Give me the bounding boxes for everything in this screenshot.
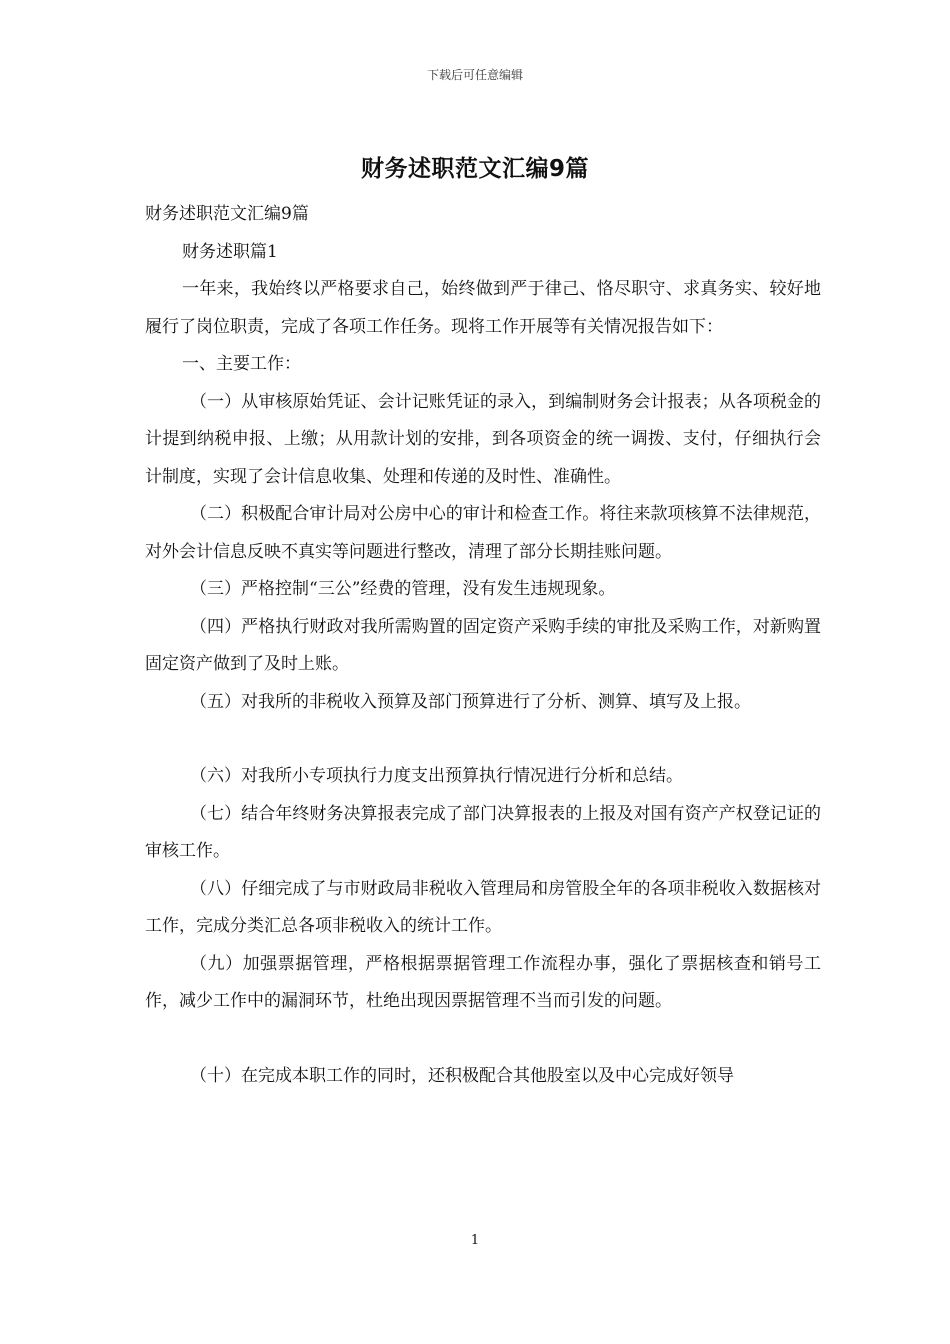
paragraph: （五）对我所的非税收入预算及部门预算进行了分析、测算、填写及上报。 [190,691,751,712]
paragraph: 一年来，我始终以严格要求自己，始终做到严于律己、恪尽职守、求真务实、较好地履行了岗位职责，完成了各项工作任务。现将工作开展等有关情况报告如下： [145,279,821,337]
section-heading: 财务述职篇1 [182,241,278,262]
paragraph: （六）对我所小专项执行力度支出预算执行情况进行分析和总结。 [190,766,683,786]
document-title: 财务述职范文汇编9篇 [360,156,589,182]
page-number: 1 [470,1233,480,1248]
document-body [145,196,821,1095]
paragraph: （七）结合年终财务决算报表完成了部门决算报表的上报及对国有资产产权登记证的审核工作。 [145,803,821,861]
paragraph-heading: 一、主要工作： [182,354,301,374]
paragraph: （三）严格控制“三公”经费的管理，没有发生违规现象。 [190,579,616,599]
paragraph: （十）在完成本职工作的同时，还积极配合其他股室以及中心完成好领导 [190,1065,734,1086]
subtitle-line: 财务述职范文汇编9篇 [145,204,309,224]
paragraph: （八）仔细完成了与市财政局非税收入管理局和房管股全年的各项非税收入数据核对工作，完成分类汇总各项非税收入的统计工作。 [145,878,821,936]
paragraph: （二）积极配合审计局对公房中心的审计和检查工作。将往来款项核算不法律规范，对外会计信息反映不真实等问题进行整改，清理了部分长期挂账问题。 [145,504,821,562]
paragraph: （九）加强票据管理，严格根据票据管理工作流程办事，强化了票据核查和销号工作，减少工作中的漏洞环节，杜绝出现因票据管理不当而引发的问题。 [145,953,821,1011]
page-header: 下载后可任意编辑 [426,68,523,82]
paragraph: （一）从审核原始凭证、会计记账凭证的录入，到编制财务会计报表；从各项税金的计提到纳税申报、上缴；从用款计划的安排，到各项资金的统一调拨、支付，仔细执行会计制度，实现了会计信息收集、处理和传递的及时性、准确性。 [145,391,821,487]
paragraph: （四）严格执行财政对我所需购置的固定资产采购手续的审批及采购工作，对新购置固定资产做到了及时上账。 [145,616,821,674]
